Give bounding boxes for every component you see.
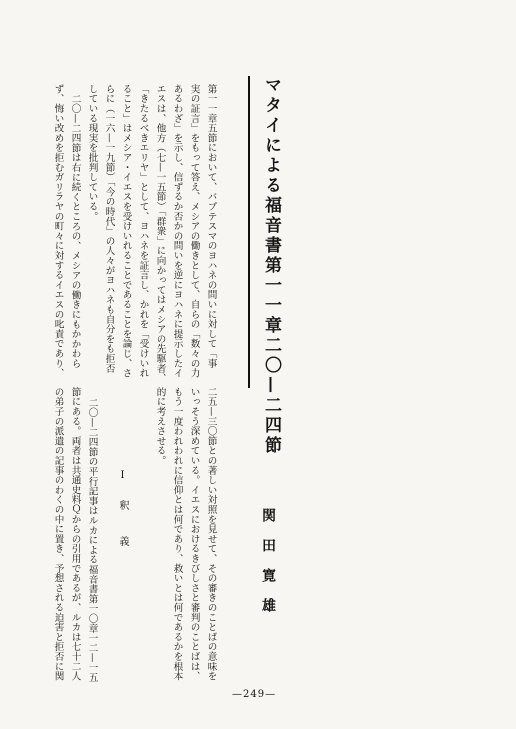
page-number: —249— <box>232 689 277 700</box>
section-heading: Ⅰ 釈 義 <box>117 470 128 555</box>
text-column: ず、悔い改めを拒むガリラヤの町々に対するイエスの叱責であり、 <box>52 84 64 378</box>
text-column: らに（一六—一九節）「今の時代」の人々がヨハネも自分をも拒否 <box>103 84 115 374</box>
text-column: あるわざ」を示し、信ずるか否かの問いを逆にヨハネに提示したイ <box>171 84 183 378</box>
text-column: 的に考えさせる。 <box>154 387 166 466</box>
title-block <box>248 76 290 456</box>
text-column: 第一一章五節において、バプテスマのヨハネの問いに対して「事 <box>205 84 217 369</box>
text-column: 節にある。両者は共通史料Ｑからの引用であるが、ルカは七十二人 <box>69 387 81 681</box>
text-column: 二〇—二四節は右に続くところの、メシアの働きにもかかわら <box>69 94 81 369</box>
text-column: もう一度われわれに信仰とは何であり、救いとは何であるかを根本 <box>171 387 183 681</box>
text-column: 実の証言」をもって答え、メシアの働きとして、自らの「数々の力 <box>188 84 200 378</box>
text-column: ること」はメシア・イエスを受けいれることであることを論じ、さ <box>120 84 132 378</box>
author-name: 関田寛雄 <box>260 508 276 628</box>
title-rule <box>248 76 250 388</box>
text-column: している現実を批判している。 <box>86 84 98 222</box>
text-column: の弟子の派遣の記事のわくの中に置き、予想される迫害と拒否に関 <box>52 387 64 681</box>
text-column: エスは、他方（七—一五節）「群衆」に向かってはメシアの先駆者、 <box>154 84 166 383</box>
text-column: 二五—三〇節との著しい対照を見せて、その審きのことばの意味を <box>205 387 217 681</box>
page-title: マタイによる福音書第一一章二〇—二四節 <box>261 76 281 456</box>
text-column: 二〇—二四節の平行記事はルカによる福音書第一〇章一二—一五 <box>86 398 98 683</box>
text-column: 「きたるべきエリヤ」として、ヨハネを証言し、かれを「受けいれ <box>137 84 149 378</box>
text-column: いっそう深めている。イエスにおけるきびしさと審判のことばは、 <box>188 387 200 681</box>
